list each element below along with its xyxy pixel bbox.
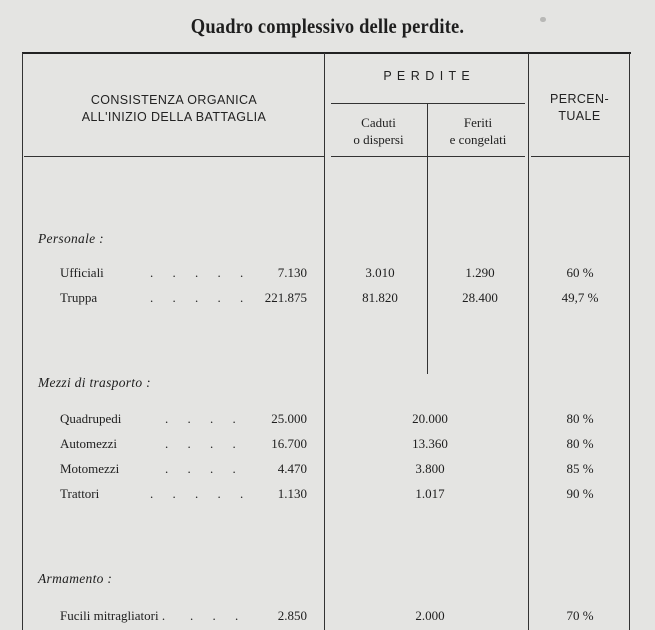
- section-armamento: Armamento :: [38, 571, 113, 586]
- leader-dots: . . . . .: [150, 486, 244, 501]
- percentuale-value: 80 %: [566, 436, 594, 451]
- percentuale-value: 80 %: [566, 411, 594, 426]
- percentuale-value: 85 %: [566, 461, 594, 476]
- table-row-quadrupedi: [0, 411, 655, 431]
- perdite-value: 13.360: [412, 436, 448, 451]
- leader-dots: . . .: [190, 608, 239, 623]
- table-row-trattori: [0, 486, 655, 506]
- header-feriti: [428, 114, 528, 148]
- perdite-value: 20.000: [412, 411, 448, 426]
- caduti-value: 81.820: [362, 290, 398, 305]
- feriti-value: 1.290: [465, 265, 495, 280]
- row-label: Trattori: [60, 486, 100, 501]
- consistenza-value: 16.700: [271, 436, 307, 451]
- consistenza-divider: [324, 53, 325, 630]
- perdite-value: 3.800: [415, 461, 445, 476]
- perdite-underline: [331, 103, 525, 104]
- percentuale-value: 49,7 %: [561, 290, 599, 305]
- table-row-truppa: [0, 290, 655, 310]
- row-label: Fucili mitragliatori .: [60, 608, 166, 623]
- table-row-automezzi: [0, 436, 655, 456]
- right-border: [629, 53, 630, 630]
- header-bottom-middle: [331, 156, 525, 157]
- leader-dots: . . . . .: [150, 290, 244, 305]
- leader-dots: . . . . .: [150, 265, 244, 280]
- section-mezzi-di-trasporto: Mezzi di trasporto :: [38, 375, 151, 390]
- leader-dots: . . . .: [165, 461, 236, 476]
- page-title: Quadro complessivo delle perdite.: [190, 14, 465, 38]
- left-border: [22, 53, 23, 630]
- table-row-motomezzi: [0, 461, 655, 481]
- header-percentuale-line2: TUALE: [558, 109, 601, 123]
- caduti-value: 3.010: [365, 265, 395, 280]
- header-percentuale: [530, 91, 629, 125]
- header-caduti: [330, 114, 427, 148]
- leader-dots: . . . .: [165, 411, 236, 426]
- header-caduti-line2: o dispersi: [353, 132, 404, 147]
- table-row-ufficiali: [0, 265, 655, 285]
- header-consistenza: [24, 92, 324, 126]
- consistenza-value: 1.130: [277, 486, 307, 501]
- header-feriti-line1: Feriti: [463, 115, 493, 130]
- header-percentuale-line1: PERCEN-: [549, 92, 610, 106]
- header-feriti-line2: e congelati: [449, 132, 507, 147]
- percentuale-value: 70 %: [566, 608, 594, 623]
- row-label: Automezzi: [60, 436, 118, 451]
- row-label: Quadrupedi: [60, 411, 122, 426]
- table-row-fucili-mitragliatori: [0, 608, 655, 628]
- feriti-value: 28.400: [462, 290, 498, 305]
- row-label: Ufficiali: [60, 265, 104, 280]
- header-consistenza-line2: ALL'INIZIO DELLA BATTAGLIA: [81, 110, 267, 124]
- header-bottom-left: [24, 156, 324, 157]
- table-top-border: [22, 52, 631, 54]
- consistenza-value: 25.000: [271, 411, 307, 426]
- consistenza-value: 221.875: [264, 290, 307, 305]
- header-bottom-right: [531, 156, 629, 157]
- percentuale-value: 90 %: [566, 486, 594, 501]
- paper-speck: [540, 17, 546, 22]
- percentuale-value: 60 %: [566, 265, 594, 280]
- header-consistenza-line1: CONSISTENZA ORGANICA: [90, 93, 258, 107]
- perdite-value: 1.017: [415, 486, 445, 501]
- consistenza-value: 2.850: [277, 608, 307, 623]
- perdite-value: 2.000: [415, 608, 445, 623]
- section-personale: Personale :: [38, 231, 104, 246]
- consistenza-value: 7.130: [277, 265, 307, 280]
- header-caduti-line1: Caduti: [361, 115, 396, 130]
- percentuale-divider: [528, 53, 529, 630]
- row-label: Motomezzi: [60, 461, 120, 476]
- leader-dots: . . . .: [165, 436, 236, 451]
- row-label: Truppa: [60, 290, 98, 305]
- consistenza-value: 4.470: [277, 461, 307, 476]
- header-perdite: P E R D I T E: [383, 69, 471, 83]
